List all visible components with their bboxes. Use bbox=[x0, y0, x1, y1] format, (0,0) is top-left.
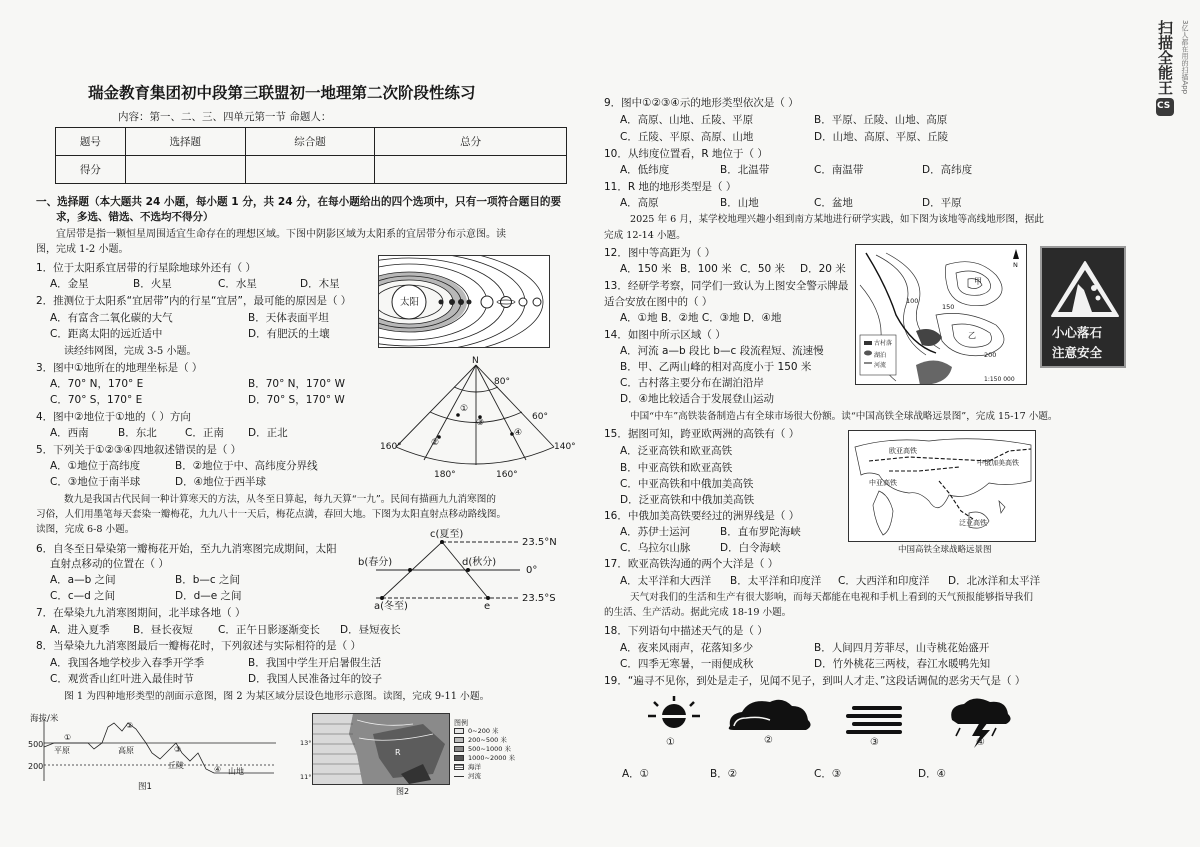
tick-label: 500 bbox=[28, 740, 44, 749]
scanner-logo-icon bbox=[1156, 98, 1174, 116]
option[interactable]: C．盆地 bbox=[814, 197, 853, 209]
option[interactable]: A．夜来风雨声，花落知多少 bbox=[620, 642, 754, 654]
option[interactable]: A．西南 bbox=[50, 427, 89, 439]
option-row[interactable]: A．①地 B．②地 C．③地 D．④地 bbox=[620, 312, 782, 324]
option[interactable]: B．直布罗陀海峡 bbox=[720, 526, 801, 538]
question-stem: 4．图中②地位于①地的（ ）方向 bbox=[36, 411, 191, 423]
legend-item: 200~500 米 bbox=[468, 736, 507, 744]
point-d-label: d(秋分) bbox=[462, 557, 497, 568]
question-stem: 1．位于太阳系宜居带的行星除地球外还有（ ） bbox=[36, 262, 257, 274]
lon-label: 160° bbox=[380, 442, 402, 452]
question-stem: 15．据图可知，跨亚欧两洲的高铁有（ ） bbox=[604, 428, 800, 440]
lat-label: 80° bbox=[494, 377, 510, 387]
sunny-icon bbox=[648, 696, 700, 728]
sign-line2: 注意安全 bbox=[1052, 345, 1103, 360]
option[interactable]: A．高原、山地、丘陵、平原 bbox=[620, 114, 754, 126]
option[interactable]: A．有富含二氧化碳的大气 bbox=[50, 312, 173, 324]
option[interactable]: C．观赏香山红叶进入最佳时节 bbox=[50, 673, 194, 685]
intro-text: 宜居带是指一颗恒星周围适宜生命存在的理想区域。下图中阴影区域为太阳系的宜居带分布示意图。读 bbox=[56, 229, 506, 240]
symbol-number: ③ bbox=[870, 737, 879, 748]
intro-text: 2025 年 6 月，某学校地理兴趣小组到南方某地进行研学实践，如下图为该地等高线地形图，据此 bbox=[630, 214, 1044, 225]
option[interactable]: D．木星 bbox=[300, 278, 340, 290]
fog-icon bbox=[846, 706, 902, 734]
option[interactable]: C．丘陵、平原、高原、山地 bbox=[620, 131, 754, 143]
option[interactable]: B．人间四月芳菲尽，山寺桃花始盛开 bbox=[814, 642, 990, 654]
option[interactable]: D．有肥沃的土壤 bbox=[248, 328, 330, 340]
relief-map-figure bbox=[300, 713, 530, 795]
option[interactable]: D．山地、高原、平原、丘陵 bbox=[814, 131, 949, 143]
lon-label: 140° bbox=[554, 442, 576, 452]
option[interactable]: C．南温带 bbox=[814, 164, 864, 176]
graticule-figure bbox=[376, 355, 576, 483]
lat-label: 60° bbox=[532, 412, 548, 422]
option[interactable]: A．低纬度 bbox=[620, 164, 670, 176]
profile-num: ② bbox=[126, 721, 134, 730]
planet-dot bbox=[467, 300, 472, 305]
question-stem: 11．R 地的地形类型是（ ） bbox=[604, 181, 737, 193]
point-e-label: e bbox=[484, 601, 491, 612]
point-label: ③ bbox=[476, 418, 485, 428]
option[interactable]: A．①地位于高纬度 bbox=[50, 460, 141, 472]
option[interactable]: D．我国人民准备过年的饺子 bbox=[248, 673, 383, 685]
rail-label: 中亚高铁 bbox=[869, 479, 897, 487]
option[interactable]: B．b—c 之间 bbox=[175, 574, 240, 586]
legend-item: 海洋 bbox=[468, 763, 481, 771]
habitable-zone-figure bbox=[378, 255, 550, 348]
symbol-number: ① bbox=[666, 737, 675, 748]
planet-dot bbox=[533, 298, 541, 306]
option[interactable]: D．竹外桃花三两枝，春江水暖鸭先知 bbox=[814, 658, 991, 670]
legend-item: 500~1000 米 bbox=[468, 745, 511, 753]
option[interactable]: B．火星 bbox=[133, 278, 172, 290]
option[interactable]: B．100 米 bbox=[680, 263, 732, 275]
option[interactable]: D．④地位于西半球 bbox=[175, 476, 266, 488]
profile-num: ① bbox=[64, 733, 72, 742]
falling-rocks-sign bbox=[1040, 246, 1126, 368]
sun-label: 太阳 bbox=[400, 297, 420, 308]
option[interactable]: D．④ bbox=[918, 768, 946, 780]
option[interactable]: B．山地 bbox=[720, 197, 759, 209]
legend-item: 0~200 米 bbox=[468, 727, 499, 735]
planet-dot bbox=[449, 299, 455, 305]
option[interactable]: B．②地位于中、高纬度分界线 bbox=[175, 460, 318, 472]
peak-label: 乙 bbox=[968, 331, 976, 340]
relief-legend bbox=[454, 727, 534, 781]
score-header-cell: 选择题 bbox=[125, 128, 245, 156]
intro-text: 习俗，人们用墨笔每天套染一瓣梅花，九九八十一天后，梅花点満，春回大地。下图为太阳直射点移动路线图。 bbox=[36, 509, 507, 520]
option[interactable]: C．乌拉尔山脉 bbox=[620, 542, 691, 554]
point-c-label: c(夏至) bbox=[430, 529, 464, 540]
equator-label: 0° bbox=[526, 565, 538, 576]
section-heading-2: 求，多选、错选、不选均不得分） bbox=[56, 211, 214, 223]
score-cell[interactable] bbox=[125, 156, 245, 184]
question-stem: 2．推测位于太阳系“宜居带”内的行星“宜居”，最可能的原因是（ ） bbox=[36, 295, 352, 307]
score-cell[interactable] bbox=[245, 156, 375, 184]
north-label: N bbox=[472, 356, 479, 366]
option[interactable]: B．太平洋和印度洋 bbox=[730, 575, 822, 587]
scanner-badge: CS bbox=[1157, 101, 1171, 111]
profile-name: 平原 bbox=[54, 746, 70, 755]
intro-text: 中国“中车”高铁装备制造占有全球市场很大份额。读“中国高铁全球战略远景图”，完成 15-17 小题。 bbox=[630, 411, 1058, 422]
intro-text: 读经纬网图，完成 3-5 小题。 bbox=[64, 346, 197, 357]
option[interactable]: D．昼短夜长 bbox=[340, 624, 401, 636]
intro-text: 完成 12-14 小题。 bbox=[604, 230, 686, 241]
question-stem: 17．欧亚高铁沟通的两个大洋是（ ） bbox=[604, 558, 779, 570]
legend-title: 图例 bbox=[454, 719, 468, 727]
question-stem: 6．自冬至日晕染第一瓣梅花开始，至九九消寒图完成期间，太阳 bbox=[36, 543, 337, 555]
option[interactable]: A．苏伊士运河 bbox=[620, 526, 691, 538]
subsolar-path-figure bbox=[358, 528, 580, 616]
point-label: ② bbox=[431, 438, 440, 448]
point-label: ④ bbox=[514, 428, 523, 438]
relief-map bbox=[312, 713, 450, 785]
point-b-label: b(春分) bbox=[358, 557, 393, 568]
profile-num: ④ bbox=[214, 765, 222, 774]
option[interactable]: D．北冰洋和太平洋 bbox=[948, 575, 1041, 587]
option[interactable]: C．大西洋和印度洋 bbox=[838, 575, 930, 587]
question-stem: 5．下列关于①②③④四地叙述错误的是（ ） bbox=[36, 444, 242, 456]
option[interactable]: B．昼长夜短 bbox=[133, 624, 193, 636]
weather-symbols bbox=[630, 696, 1030, 750]
lon-label: 180° bbox=[434, 470, 456, 480]
lat-tick: 11° bbox=[300, 773, 312, 781]
option[interactable]: C．四季无寒暑，一雨便成秋 bbox=[620, 658, 754, 670]
question-stem: 8．当晕染九九消寒图最后一瓣梅花时，下列叙述与实际相符的是（ ） bbox=[36, 640, 362, 652]
score-table bbox=[55, 127, 567, 184]
question-stem: 10．从纬度位置看，R 地位于（ ） bbox=[604, 148, 768, 160]
option[interactable]: C．中亚高铁和中俄加美高铁 bbox=[620, 478, 754, 490]
planet-dot bbox=[519, 298, 527, 306]
peak-label: 甲 bbox=[974, 277, 982, 286]
landform-profile-figure bbox=[28, 713, 278, 793]
point-label: ① bbox=[460, 404, 469, 414]
option[interactable]: B．70° N，170° W bbox=[248, 378, 346, 390]
option[interactable]: D．泛亚高铁和中俄加美高铁 bbox=[620, 494, 755, 506]
planet-dot bbox=[458, 299, 464, 305]
intro-text: 的生活、生产活动。据此完成 18-19 小题。 bbox=[604, 607, 792, 618]
contour-value: 200 bbox=[984, 351, 997, 359]
option[interactable]: A．70° N，170° E bbox=[50, 378, 144, 390]
option[interactable]: D．平原 bbox=[922, 197, 962, 209]
option[interactable]: A．a—b 之间 bbox=[50, 574, 116, 586]
question-stem: 9．图中①②③④示的地形类型依次是（ ） bbox=[604, 97, 799, 109]
option[interactable]: C．70° S，170° E bbox=[50, 394, 143, 406]
profile-num: ③ bbox=[174, 745, 182, 754]
option[interactable]: A．进入夏季 bbox=[50, 624, 110, 636]
scanner-subtitle: 3亿人都在用的扫描App bbox=[1181, 20, 1189, 95]
option[interactable]: D．④地比较适合于发展登山运动 bbox=[620, 393, 774, 405]
scanner-title: 扫描全能王 bbox=[1156, 20, 1174, 95]
intro-text: 图 1 为四种地形类型的剖面示意图，图 2 为某区域分层设色地形示意图。读图，完成 9-11 小题。 bbox=[64, 691, 490, 702]
option[interactable]: C．③ bbox=[814, 768, 842, 780]
planet-dot bbox=[439, 300, 444, 305]
option[interactable]: A．150 米 bbox=[620, 263, 672, 275]
legend-item: 1000~2000 米 bbox=[468, 754, 516, 762]
symbol-number: ④ bbox=[976, 737, 985, 748]
sign-line1: 小心落石 bbox=[1052, 325, 1103, 340]
axis-label: 海拔/米 bbox=[30, 714, 59, 724]
point-a-label: a(冬至) bbox=[374, 601, 408, 612]
option[interactable]: C．水星 bbox=[218, 278, 257, 290]
intro-text: 数九是我国古代民间一种计算寒天的方法，从冬至日算起，每九天算“一九”。民间有描画九九消寒图的 bbox=[64, 494, 496, 505]
figure-caption: 图2 bbox=[396, 787, 410, 796]
scanner-watermark bbox=[1148, 0, 1200, 847]
score-cell[interactable] bbox=[375, 156, 567, 184]
rail-label: 泛亚高铁 bbox=[959, 519, 987, 527]
option[interactable]: D．白令海峡 bbox=[720, 542, 781, 554]
figure-caption: 图1 bbox=[138, 782, 152, 792]
profile-name: 高原 bbox=[118, 746, 134, 755]
option[interactable]: A．高原 bbox=[620, 197, 659, 209]
question-stem: 19．“遍寻不见你，到处是走子，见闻不见子，到叫人才走、”这段话调侃的恶劣天气是（ ） bbox=[604, 675, 1026, 687]
cloudy-icon bbox=[729, 700, 811, 730]
option[interactable]: D．20 米 bbox=[800, 263, 846, 275]
map-scale: 1:150 000 bbox=[984, 376, 1015, 383]
option[interactable]: A．太平洋和大西洋 bbox=[620, 575, 712, 587]
profile-name: 山地 bbox=[228, 767, 244, 776]
option[interactable]: A．① bbox=[622, 768, 650, 780]
north-arrow-label: N bbox=[1013, 261, 1018, 269]
option[interactable]: C．古村落主要分布在湖泊沿岸 bbox=[620, 377, 764, 389]
option[interactable]: B．东北 bbox=[118, 427, 157, 439]
figure-caption: 中国高铁全球战略远景图 bbox=[898, 545, 992, 555]
intro-text: 天气对我们的生活和生产有很大影响，而每天都能在电视和手机上看到的天气预报能够指导我们 bbox=[630, 592, 1033, 603]
score-header-cell: 综合题 bbox=[245, 128, 375, 156]
rail-label: 欧亚高铁 bbox=[889, 447, 917, 455]
lat-tick: 13° bbox=[300, 739, 312, 747]
option[interactable]: C．距离太阳的远近适中 bbox=[50, 328, 163, 340]
option[interactable]: D．70° S，170° W bbox=[248, 394, 345, 406]
score-row-label: 得分 bbox=[56, 156, 126, 184]
question-stem: 适合安放在图中的（ ） bbox=[604, 296, 713, 308]
legend-item: 河流 bbox=[468, 772, 481, 780]
question-stem: 16．中俄加美高铁要经过的洲界线是（ ） bbox=[604, 510, 800, 522]
rail-label: 中俄加美高铁 bbox=[977, 459, 1019, 467]
option[interactable]: A．我国各地学校步入春季开学季 bbox=[50, 657, 205, 669]
question-stem: 7．在晕染九九消寒图期间，北半球各地（ ） bbox=[36, 607, 246, 619]
option[interactable]: B．② bbox=[710, 768, 738, 780]
score-header-cell: 题号 bbox=[56, 128, 126, 156]
option[interactable]: B．北温带 bbox=[720, 164, 770, 176]
option[interactable]: A．泛亚高铁和欧亚高铁 bbox=[620, 445, 733, 457]
symbol-number: ② bbox=[764, 735, 773, 746]
option[interactable]: B．平原、丘陵、山地、高原 bbox=[814, 114, 948, 126]
question-stem: 18．下列语句中描述天气的是（ ） bbox=[604, 625, 768, 637]
option[interactable]: A．金星 bbox=[50, 278, 89, 290]
question-stem: 13．经研学考察，同学们一致认为上图安全警示牌最 bbox=[604, 280, 849, 292]
option[interactable]: D．高纬度 bbox=[922, 164, 973, 176]
option[interactable]: C．③地位于南半球 bbox=[50, 476, 141, 488]
option[interactable]: B．我国中学生开启暑假生活 bbox=[248, 657, 382, 669]
tropic-label: 23.5°S bbox=[522, 593, 556, 604]
legend-item: 河流 bbox=[874, 362, 887, 369]
option[interactable]: D．正北 bbox=[248, 427, 288, 439]
tropic-label: 23.5°N bbox=[522, 537, 557, 548]
score-header-cell: 总分 bbox=[375, 128, 567, 156]
contour-value: 150 bbox=[942, 303, 955, 311]
option[interactable]: C．50 米 bbox=[740, 263, 786, 275]
option[interactable]: B．天体表面平坦 bbox=[248, 312, 329, 324]
section-heading: 一、选择题（本大题共 24 小题，每小题 1 分，共 24 分，在每小题给出的四个选项中，只有一项符合题目的要 bbox=[36, 196, 562, 208]
planet-dot bbox=[481, 296, 493, 308]
option[interactable]: B．甲、乙两山峰的相对高度小于 150 米 bbox=[620, 361, 812, 373]
profile-name: 丘陵 bbox=[168, 761, 184, 770]
page-title: 瑞金教育集团初中段第三联盟初一地理第二次阶段性练习 bbox=[88, 83, 476, 102]
lon-label: 160° bbox=[496, 470, 518, 480]
question-stem: 14．如图中所示区域（ ） bbox=[604, 329, 726, 341]
option[interactable]: C．正南 bbox=[185, 427, 224, 439]
content-line: 内容：第一、二、三、四单元第一节 命题人： bbox=[118, 111, 332, 123]
intro-text: 图，完成 1-2 小题。 bbox=[36, 244, 129, 255]
rail-strategy-map bbox=[848, 430, 1036, 542]
intro-text: 读图，完成 6-8 小题。 bbox=[36, 524, 135, 535]
contour-value: 100 bbox=[906, 297, 919, 305]
legend-item: 湖泊 bbox=[874, 352, 887, 359]
question-stem: 直射点移动的位置在（ ） bbox=[50, 558, 169, 570]
region-r-label: R bbox=[395, 748, 401, 757]
option[interactable]: D．d—e 之间 bbox=[175, 590, 242, 602]
legend-item: 古村落 bbox=[874, 340, 893, 347]
option[interactable]: C．c—d 之间 bbox=[50, 590, 116, 602]
option[interactable]: C．正午日影逐渐变长 bbox=[218, 624, 320, 636]
option[interactable]: B．中亚高铁和欧亚高铁 bbox=[620, 462, 733, 474]
contour-map-figure bbox=[855, 244, 1027, 385]
question-stem: 3．图中①地所在的地理坐标是（ ） bbox=[36, 362, 203, 374]
option[interactable]: A．河流 a—b 段比 b—c 段流程短、流速慢 bbox=[620, 345, 824, 357]
tick-label: 200 bbox=[28, 762, 44, 771]
planet-dot bbox=[501, 297, 512, 308]
question-stem: 12．图中等高距为（ ） bbox=[604, 247, 716, 259]
